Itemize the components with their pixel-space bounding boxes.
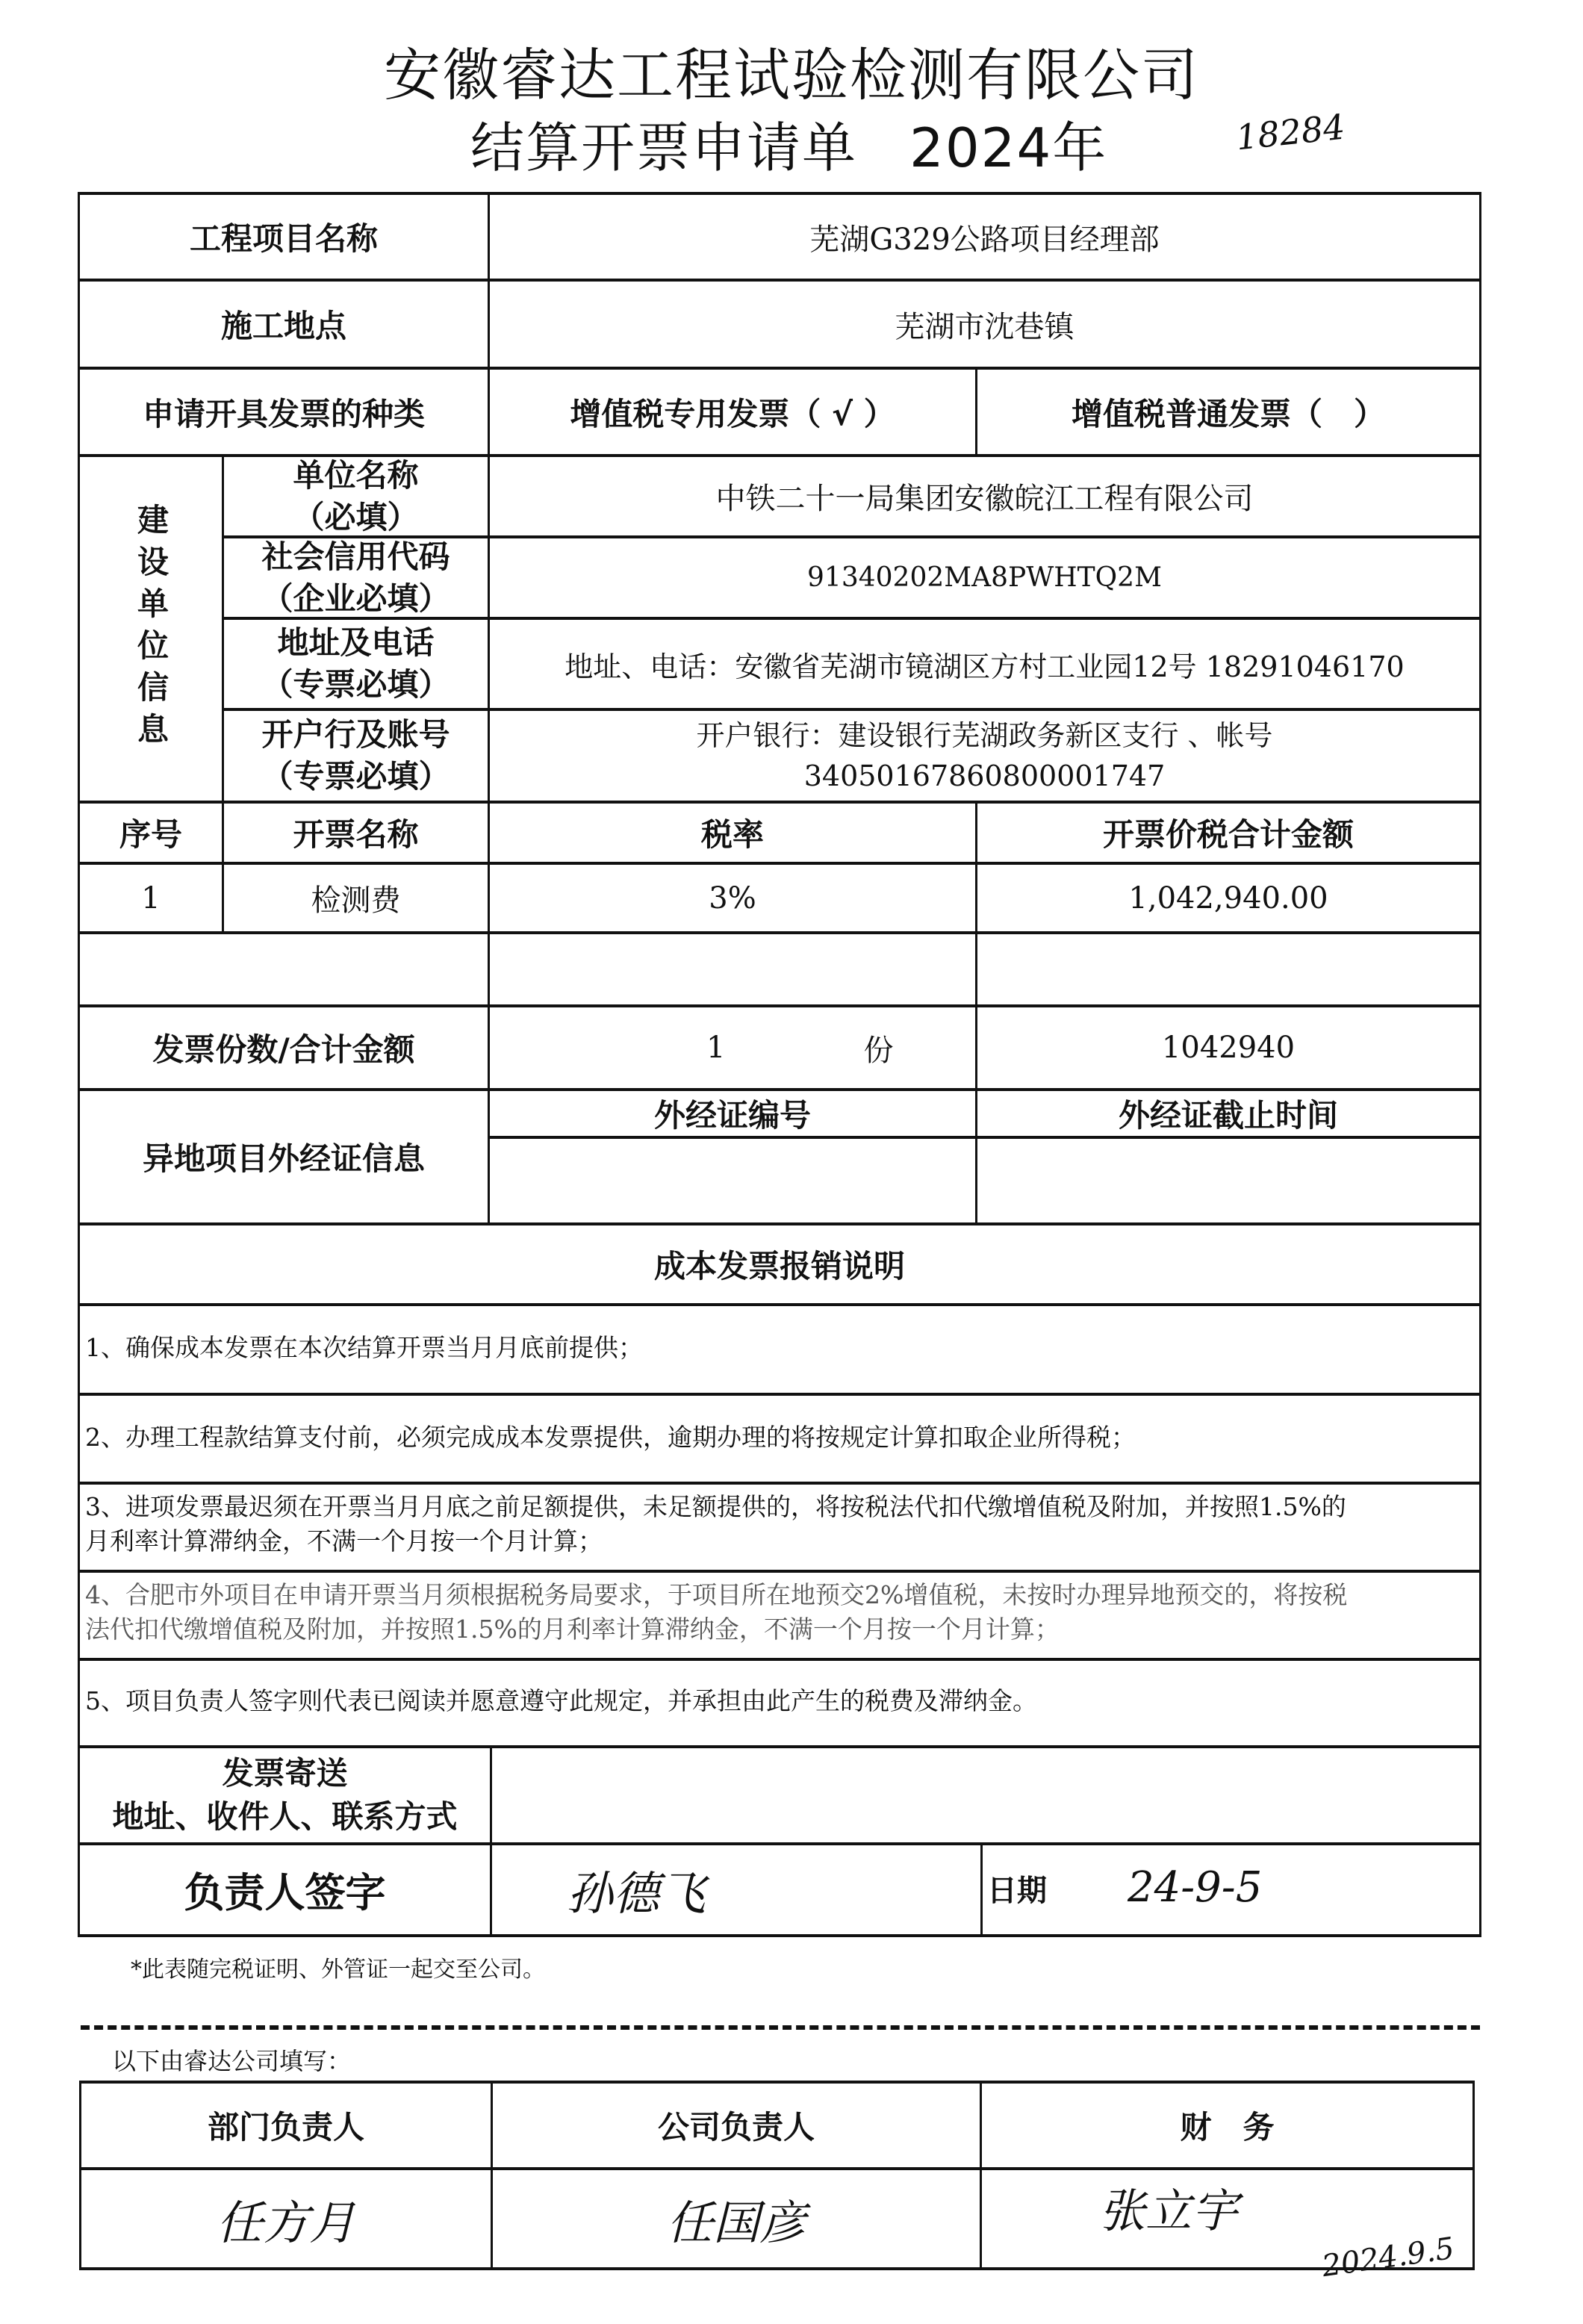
- row-line: [78, 1570, 1481, 1573]
- mailing-field[interactable]: [492, 1748, 1479, 1842]
- finance-date: 2024.9.5: [1319, 2231, 1457, 2284]
- items-header-name: 开票名称: [293, 816, 419, 853]
- note-4: [85, 1578, 1474, 1647]
- notes-title: 成本发票报销说明: [653, 1248, 905, 1284]
- bank-name: 开户银行：建设银行芜湖政务新区支行 、帐号: [696, 719, 1273, 752]
- note-4-line-1: 4、合肥市外项目在申请开票当月须根据税务局要求，于项目所在地预交2%增值税，未按时办理异地预交的，将按税: [85, 1580, 1348, 1609]
- date-label: 日期: [987, 1874, 1047, 1908]
- item-rate: 3%: [709, 880, 756, 916]
- builder-unit-name: 中铁二十一局集团安徽皖江工程有限公司: [715, 482, 1254, 516]
- note-1: 1、确保成本发票在本次结算开票当月月底前提供；: [85, 1333, 643, 1362]
- company-head-signature[interactable]: 任国彦: [666, 2195, 806, 2250]
- builder-credit-code: 91340202MA8PWHTQ2M: [807, 562, 1162, 593]
- label-main: 社会信用代码: [261, 538, 450, 575]
- permit-number-header: 外经证编号: [653, 1097, 811, 1134]
- company-title: 安徽睿达工程试验检测有限公司: [384, 42, 1199, 108]
- summary-total: 1042940: [1161, 1031, 1296, 1065]
- label-main: 地址及电话: [277, 624, 435, 661]
- item-name: 检测费: [311, 883, 401, 918]
- project-name-value: 芜湖G329公路项目经理部: [809, 222, 1160, 257]
- items-header-no: 序号: [119, 816, 182, 853]
- note-3-line-2: 月利率计算滞纳金，不满一个月按一个月计算；: [85, 1526, 603, 1556]
- note-2: 2、办理工程款结算支付前，必须完成成本发票提供，逾期办理的将按规定计算扣取企业所得税；: [85, 1423, 1136, 1452]
- permit-deadline-header: 外经证截止时间: [1118, 1097, 1338, 1134]
- label-sub: （专票必填）: [261, 666, 450, 703]
- builder-row-label: [224, 620, 488, 708]
- mailing-label: [80, 1748, 490, 1842]
- builder-row-label: [224, 457, 488, 535]
- builder-bank-account: [490, 711, 1479, 801]
- mailing-label-2: 地址、收件人、联系方式: [112, 1798, 458, 1835]
- invoice-type-special[interactable]: 增值税专用发票（ √ ）: [570, 395, 895, 432]
- builder-row-label: [224, 538, 488, 617]
- invoice-type-general[interactable]: 增值税普通发票（ ）: [1071, 395, 1385, 432]
- permit-number-field[interactable]: [490, 1139, 975, 1222]
- form-year: 2024年: [909, 116, 1108, 179]
- sign-label: 负责人签字: [184, 1869, 386, 1916]
- row-line: [78, 1658, 1481, 1661]
- invoice-type-label: 申请开具发票的种类: [142, 395, 425, 432]
- mailing-label-1: 发票寄送: [222, 1755, 348, 1792]
- note-3-line-1: 3、进项发票最迟须在开票当月月底之前足额提供，未足额提供的，将按税法代扣代缴增值税及附加，并按照1.5%的: [85, 1492, 1346, 1521]
- label-sub: （必填）: [293, 498, 419, 535]
- dept-head-header: 部门负责人: [207, 2109, 364, 2146]
- permit-deadline-field[interactable]: [977, 1139, 1479, 1222]
- note-5: 5、项目负责人签字则代表已阅读并愿意遵守此规定，并承担由此产生的税费及滞纳金。: [85, 1686, 1037, 1715]
- finance-signature[interactable]: 张立宇: [1098, 2183, 1238, 2238]
- row-line: [78, 931, 1481, 934]
- summary-label: 发票份数/合计金额: [152, 1031, 415, 1068]
- row-line: [78, 1934, 1481, 1937]
- summary-count: [490, 1007, 975, 1088]
- builder-address-phone: 地址、电话：安徽省芜湖市镜湖区方村工业园12号 18291046170: [565, 650, 1405, 683]
- builder-group-text: 建设单位信息: [133, 503, 170, 754]
- site-value: 芜湖市沈巷镇: [895, 309, 1074, 344]
- row-line: [78, 1393, 1481, 1396]
- finance-header: 财 务: [1180, 2109, 1275, 2146]
- bank-account-number: 34050167860800001747: [803, 759, 1166, 792]
- summary-count-unit: 份: [863, 1033, 894, 1068]
- summary-count-value: 1: [706, 1031, 726, 1065]
- label-sub: （企业必填）: [261, 580, 450, 617]
- signature-field[interactable]: [492, 1845, 980, 1934]
- project-name-label: 工程项目名称: [189, 220, 378, 257]
- row-line: [79, 2267, 1475, 2270]
- col-line: [980, 1842, 983, 1934]
- note-4-line-2: 法代扣代缴增值税及附加，并按照1.5%的月利率计算滞纳金，不满一个月按一个月计算；: [85, 1615, 1060, 1644]
- row-line: [78, 1482, 1481, 1485]
- item-no: 1: [141, 880, 161, 916]
- signature-handwriting: 孙德飞: [567, 1866, 706, 1921]
- builder-group-label: [80, 457, 222, 801]
- date-value[interactable]: 24-9-5: [1128, 1863, 1263, 1912]
- row-line: [78, 1303, 1481, 1306]
- dept-head-signature[interactable]: 任方月: [216, 2195, 355, 2250]
- items-header-rate: 税率: [700, 816, 764, 853]
- internal-intro: 以下由睿达公司填写：: [112, 2047, 352, 2075]
- form-title-text: 结算开票申请单: [470, 116, 858, 179]
- form-title: [470, 105, 1107, 182]
- builder-row-label: [224, 711, 488, 801]
- dash-dot-divider: [81, 2025, 1480, 2030]
- handwritten-number: 18284: [1234, 106, 1347, 158]
- item-amount: 1,042,940.00: [1128, 880, 1328, 916]
- label-main: 开户行及账号: [261, 716, 450, 753]
- label-sub: （专票必填）: [261, 758, 450, 795]
- note-3: [85, 1490, 1474, 1559]
- permit-label: 异地项目外经证信息: [142, 1140, 425, 1177]
- footnote: *此表随完税证明、外管证一起交至公司。: [131, 1957, 545, 1983]
- site-label: 施工地点: [220, 308, 346, 344]
- items-header-amount: 开票价税合计金额: [1102, 816, 1354, 853]
- company-head-header: 公司负责人: [657, 2109, 815, 2146]
- col-line: [1472, 2081, 1475, 2269]
- label-main: 单位名称: [293, 456, 419, 494]
